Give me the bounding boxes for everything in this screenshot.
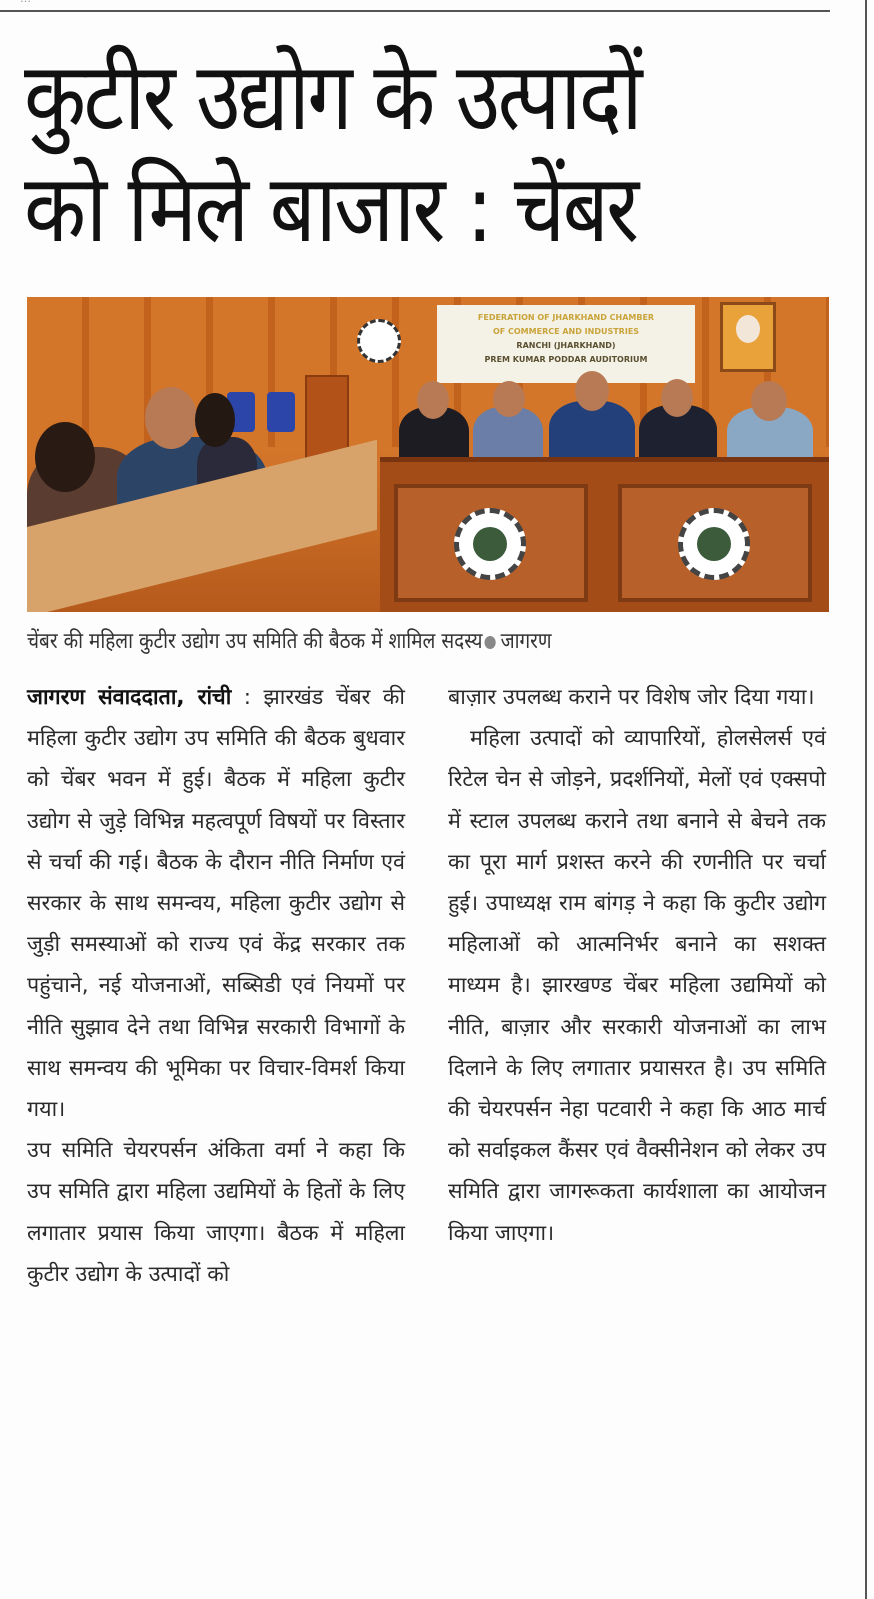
news-photo xyxy=(27,297,829,612)
article-column-right xyxy=(448,677,826,1254)
panelist-head xyxy=(493,381,525,417)
desk-panel xyxy=(394,484,588,602)
column-divider-rule xyxy=(865,0,867,1599)
article-column-left xyxy=(27,677,405,1295)
panelist-head xyxy=(661,379,693,417)
chair xyxy=(267,392,295,432)
panelist-head xyxy=(575,371,609,411)
article-paragraph xyxy=(27,677,405,1130)
banner-line-1: FEDERATION OF JHARKHAND CHAMBER xyxy=(477,313,655,322)
top-divider-rule xyxy=(0,10,830,12)
panelist-head xyxy=(751,381,787,421)
previous-article-fragment xyxy=(20,0,620,4)
banner-line-3: RANCHI (JHARKHAND) xyxy=(516,341,616,350)
bullet-dot-icon xyxy=(484,636,495,649)
article-paragraph: उप समिति चेयरपर्सन अंकिता वर्मा ने कहा कि उप समिति द्वारा महिला उद्यमियों के हितों के लिए लगातार प्रयास किया जाएगा। बैठक में महिला कुटीर उद्योग के उत्पादों को xyxy=(27,1138,405,1287)
headline xyxy=(24,42,712,266)
headline-line-2: को मिले बाजार : चेंबर xyxy=(24,155,637,264)
article-paragraph: महिला उत्पादों को व्यापारियों, होलसेलर्स एवं रिटेल चेन से जोड़ने, प्रदर्शनियों, मेलों एवं एक्सपो में स्टाल उपलब्ध कराने तथा बनाने से बेचने तक का पूरा मार्ग प्रशस्त करने की रणनीति पर चर्चा हुई। उपाध्यक्ष राम बांगड़ ने कहा कि कुटीर उद्योग महिलाओं को आत्मनिर्भर बनाने का सशक्त माध्यम है। झारखण्ड चेंबर महिला उद्यमियों को नीति, बाज़ार और सरकारी योजनाओं का लाभ दिलाने के लिए लगातार प्रयासरत है। उप समिति की चेयरपर्सन नेहा पटवारी ने कहा कि आठ मार्च को सर्वाइकल कैंसर एवं वैक्सीनेशन को लेकर उप समिति द्वारा जागरूकता कार्यशाला का आयोजन किया जाएगा। xyxy=(448,726,826,1246)
attendee-head xyxy=(145,387,197,449)
panelist-head xyxy=(417,381,449,419)
banner-line-4: PREM KUMAR PODDAR AUDITORIUM xyxy=(484,355,648,364)
byline: जागरण संवाददाता, रांची xyxy=(27,685,232,710)
photo-banner xyxy=(437,305,695,383)
attendee-head xyxy=(35,422,95,492)
article-paragraph: बाज़ार उपलब्ध कराने पर विशेष जोर दिया गया। xyxy=(448,685,815,710)
caption-credit: जागरण xyxy=(500,629,552,654)
photo-caption xyxy=(27,627,724,657)
paragraph-text: झारखंड चेंबर की महिला कुटीर उद्योग उप समिति की बैठक बुधवार को चेंबर भवन में हुई। बैठक में महिला कुटीर उद्योग से जुड़े विभिन्न महत्वपूर्ण विषयों पर विस्तार से चर्चा की गई। बैठक के दौरान नीति निर्माण एवं सरकार के साथ समन्वय, महिला कुटीर उद्योग से जुड़ी समस्याओं को राज्य एवं केंद्र सरकार तक पहुंचाने, नई योजनाओं, सब्सिडी एवं नियमों पर नीति सुझाव देने तथा विभिन्न सरकारी विभागों के साथ समन्वय की भूमिका पर विचार-विमर्श किया गया। xyxy=(27,685,406,1123)
caption-text: चेंबर की महिला कुटीर उद्योग उप समिति की बैठक में शामिल सदस्य xyxy=(27,629,483,654)
chamber-seal-icon xyxy=(454,508,526,580)
chamber-seal-icon xyxy=(678,508,750,580)
headline-line-1: कुटीर उद्योग के उत्पादों xyxy=(24,43,640,152)
portrait-frame xyxy=(720,302,776,372)
attendee-head xyxy=(195,393,235,447)
front-desk xyxy=(380,457,829,612)
desk-panel xyxy=(618,484,812,602)
byline-separator: : xyxy=(231,685,264,710)
chamber-logo-icon xyxy=(357,319,401,363)
banner-line-2: OF COMMERCE AND INDUSTRIES xyxy=(492,327,640,336)
